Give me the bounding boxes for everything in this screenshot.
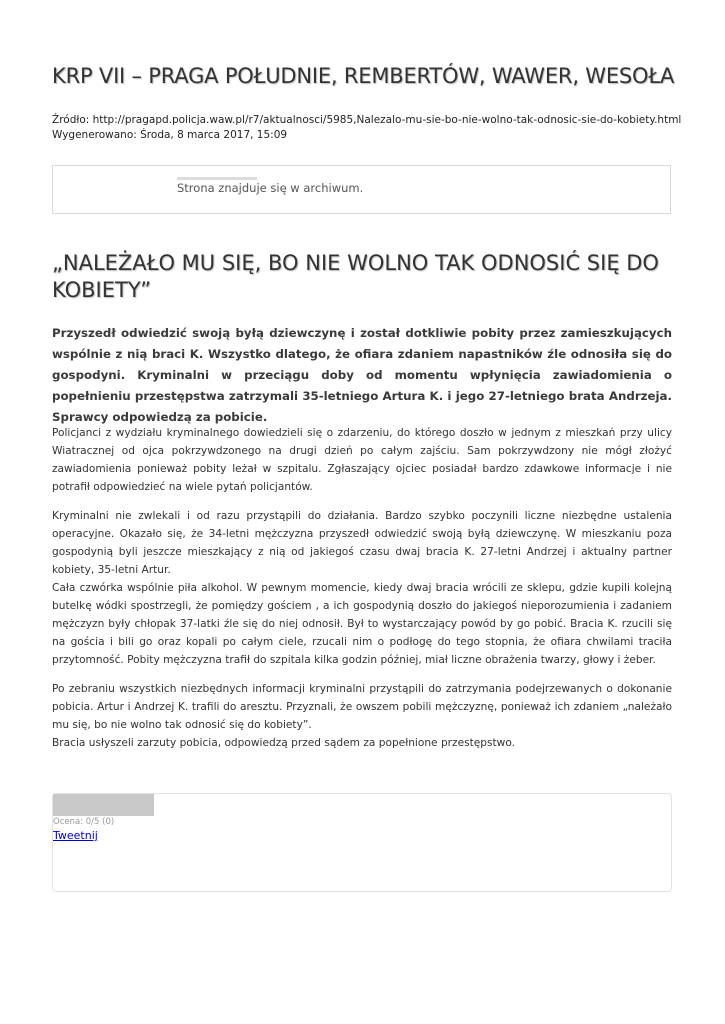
article-paragraph xyxy=(52,424,672,496)
rating-stars-widget[interactable] xyxy=(53,794,154,816)
article-paragraph xyxy=(52,680,672,752)
source-meta xyxy=(52,113,681,143)
source-url: Źródło: http://pragapd.policja.waw.pl/r7/aktualnosci/5985,Nalezalo-mu-sie-bo-nie-wolno-tak-odnosic-sie-do-kobiety.html xyxy=(52,114,682,126)
archive-notice-box xyxy=(52,165,671,214)
paragraph-line: Cała czwórka wspólnie piła alkohol. W pewnym momencie, kiedy dwaj bracia wrócili ze sklepu, gdzie kupili kolejną butelkę wódki spostrzegli, że pomiędzy gościem , a ich gospodynią doszło do jakiegoś nieporozumienia i zadaniem mężczyzn były chłopak 37-latki źle się do niej odnosił. Był to wystarczający powód by go pobić. Bracia K. rzucili się na gościa i bili go oraz kopali po całym ciele, rzucali nim o podłogę do tego stopnia, że ofiara chwilami traciła przytomność. Pobity mężczyzna trafił do szpitala kilka godzin później, miał liczne obrażenia twarzy, głowy i żeber. xyxy=(52,582,672,666)
paragraph-line: Policjanci z wydziału kryminalnego dowiedzieli się o zdarzeniu, do którego doszło w jednym z mieszkań przy ulicy Wiatracznej od ojca pokrzywdzonego na drugi dzień po całym zajściu. Sam pokrzywdzony nie mógł złożyć zawiadomienia ponieważ pobity leżał w szpitalu. Zgłaszający ojciec posiadał bardzo zdawkowe informacje i nie potrafił odpowiedzieć na wiele pytań policjantów. xyxy=(52,427,672,493)
article-title: „NALEŻAŁO MU SIĘ, BO NIE WOLNO TAK ODNOSIĆ SIĘ DO KOBIETY” xyxy=(52,251,659,302)
paragraph-line: Po zebraniu wszystkich niezbędnych informacji kryminalni przystąpili do zatrzymania podejrzewanych o dokonanie pobicia. Artur i Andrzej K. trafili do aresztu. Przyznali, że owszem pobili mężczyznę, ponieważ ich zdaniem „należało mu się, bo nie wolno tak odnosić się do kobiety”. xyxy=(52,683,672,731)
rating-text: Ocena: 0/5 (0) xyxy=(53,817,115,827)
article-lead: Przyszedł odwiedzić swoją byłą dziewczynę i został dotkliwie pobity przez zamieszkujących wspólnie z nią braci K. Wszystko dlatego, że ofiara zdaniem napastników źle odnosiła się do gospodyni. Kryminalni w przeciągu doby od momentu wpłynięcia zawiadomienia o popełnieniu przestępstwa zatrzymali 35-letniego Artura K. i jego 27-letniego brata Andrzeja. Sprawcy odpowiedzą za pobicie. xyxy=(52,326,672,424)
archive-divider xyxy=(177,177,257,180)
article-body xyxy=(52,424,672,763)
archive-notice: Strona znajduje się w archiwum. xyxy=(177,181,364,195)
tweet-link[interactable]: Tweetnij xyxy=(53,829,98,842)
generated-date: Wygenerowano: Środa, 8 marca 2017, 15:09 xyxy=(52,129,288,141)
article-paragraph xyxy=(52,507,672,669)
paragraph-line: Bracia usłyszeli zarzuty pobicia, odpowiedzą przed sądem za popełnione przestępstwo. xyxy=(52,737,516,749)
rating-box xyxy=(52,793,672,892)
site-title: KRP VII – PRAGA POŁUDNIE, REMBERTÓW, WAWER, WESOŁA xyxy=(52,64,675,88)
paragraph-line: Kryminalni nie zwlekali i od razu przystąpili do działania. Bardzo szybko poczynili liczne niezbędne ustalenia operacyjne. Okazało się, że 34-letni mężczyzna przyszedł odwiedzić swoją byłą dziewczynę. W mieszkaniu poza gospodynią byli jeszcze mieszkający z nią od jakiegoś czasu dwaj bracia K. 27-letni Andrzej i aktualny partner kobiety, 35-letni Artur. xyxy=(52,510,672,576)
